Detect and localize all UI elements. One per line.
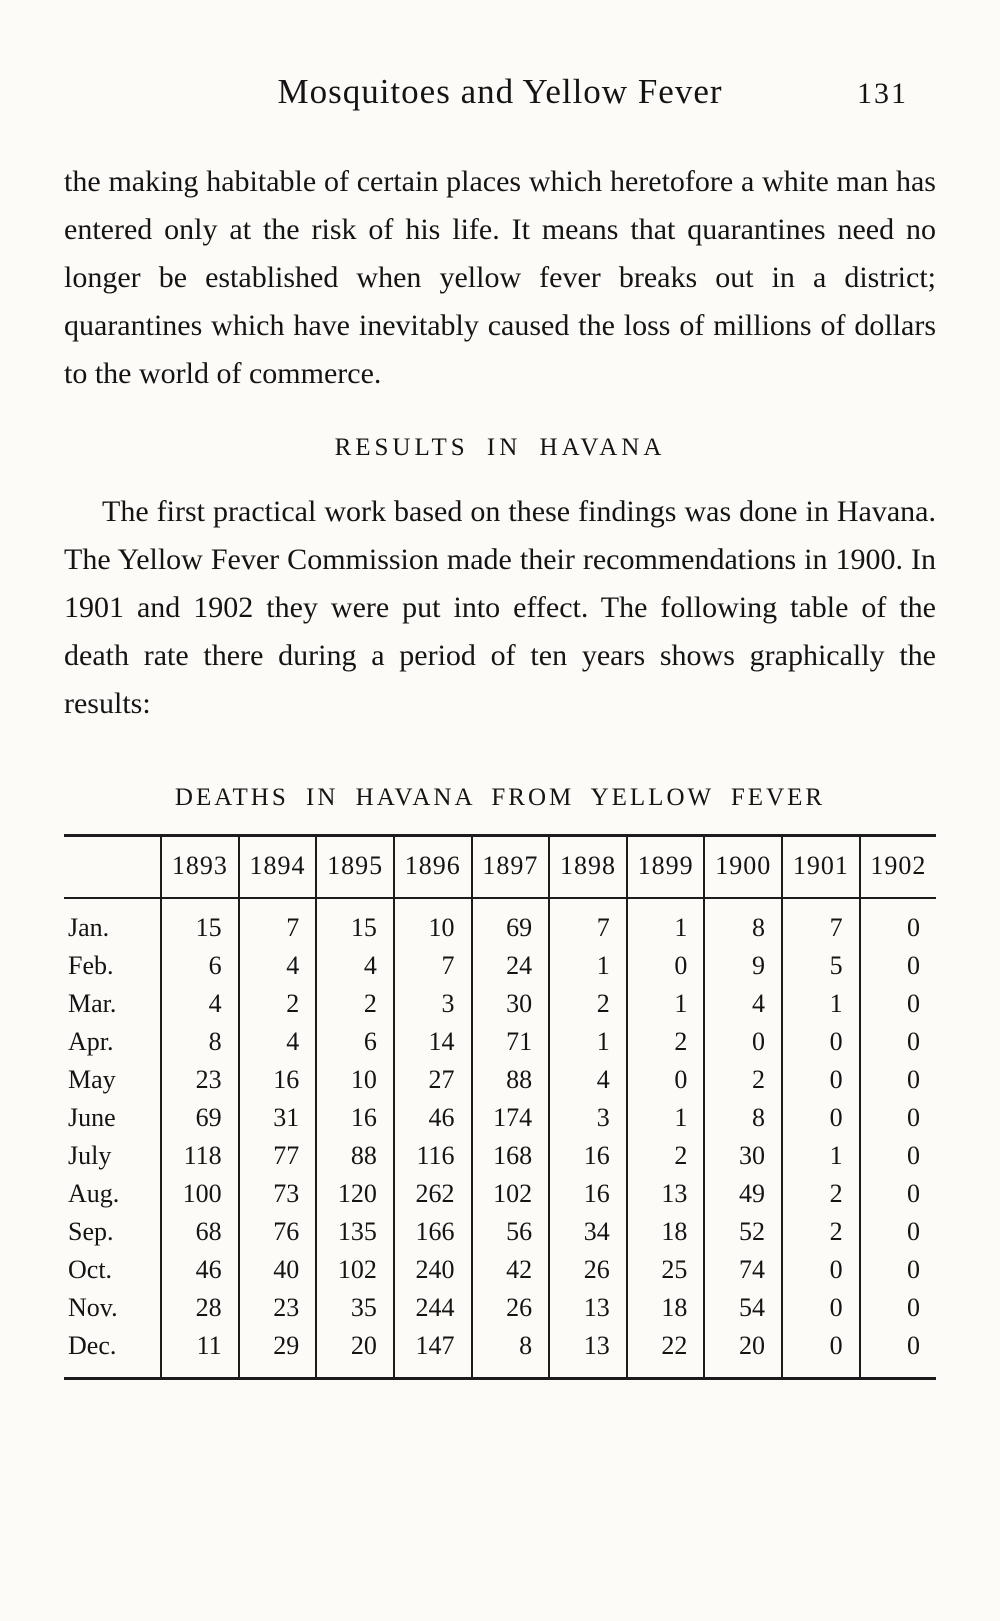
death-count-cell: 46 [161,1251,239,1289]
death-count-cell: 28 [161,1289,239,1327]
month-label: Dec. [68,1331,117,1360]
table-row [64,1289,936,1327]
death-count-cell: 69 [161,1099,239,1137]
death-count-cell: 2 [239,985,317,1023]
table-row [64,1023,936,1061]
death-count-cell: 4 [549,1061,627,1099]
death-count-cell: 102 [472,1175,550,1213]
death-count-cell: 11 [161,1327,239,1379]
table-row [64,1251,936,1289]
death-count-cell: 52 [704,1213,782,1251]
death-count-cell: 9 [704,947,782,985]
death-count-cell: 23 [239,1289,317,1327]
year-header: 1893 [161,836,239,899]
death-count-cell: 1 [627,1099,705,1137]
table-title: DEATHS IN HAVANA FROM YELLOW FEVER [174,784,826,811]
death-count-cell: 4 [704,985,782,1023]
death-count-cell: 71 [472,1023,550,1061]
death-count-cell: 8 [472,1327,550,1379]
death-count-cell: 3 [549,1099,627,1137]
running-head [64,72,936,118]
death-count-cell: 13 [627,1175,705,1213]
death-count-cell: 2 [316,985,394,1023]
death-count-cell: 147 [394,1327,472,1379]
death-count-cell: 4 [316,947,394,985]
death-count-cell: 13 [549,1289,627,1327]
death-count-cell: 1 [782,1137,860,1175]
death-count-cell: 46 [394,1099,472,1137]
death-count-cell: 0 [860,947,936,985]
year-header: 1895 [316,836,394,899]
death-count-cell: 10 [394,898,472,947]
death-count-cell: 244 [394,1289,472,1327]
death-count-cell: 20 [704,1327,782,1379]
death-count-cell: 25 [627,1251,705,1289]
death-count-cell: 74 [704,1251,782,1289]
death-count-cell: 35 [316,1289,394,1327]
death-count-cell: 16 [316,1099,394,1137]
death-count-cell: 135 [316,1213,394,1251]
death-count-cell: 56 [472,1213,550,1251]
death-count-cell: 68 [161,1213,239,1251]
death-count-cell: 1 [549,947,627,985]
death-count-cell: 0 [782,1251,860,1289]
death-count-cell: 7 [239,898,317,947]
table-row [64,1099,936,1137]
table-row [64,898,936,947]
table-row [64,1137,936,1175]
death-count-cell: 16 [239,1061,317,1099]
death-count-cell: 0 [860,1137,936,1175]
death-count-cell: 0 [860,1251,936,1289]
paragraph-havana-work: The first practical work based on these findings was done in Havana. The Yellow Fever Commission made their recommendations in 1900. In 1901 and 1902 they were put into effect. The following table of the death rate there during a period of ten years shows graphically the results: [64,495,936,720]
death-count-cell: 49 [704,1175,782,1213]
death-count-cell: 16 [549,1175,627,1213]
month-label: Nov. [68,1293,118,1322]
death-count-cell: 40 [239,1251,317,1289]
death-count-cell: 76 [239,1213,317,1251]
death-count-cell: 240 [394,1251,472,1289]
month-label: July [68,1141,112,1170]
death-count-cell: 262 [394,1175,472,1213]
page-number: 131 [857,77,908,110]
death-count-cell: 100 [161,1175,239,1213]
month-label: June [68,1103,116,1132]
death-count-cell: 88 [472,1061,550,1099]
death-count-cell: 7 [549,898,627,947]
death-count-cell: 0 [860,985,936,1023]
section-heading-results-in-havana: RESULTS IN HAVANA [334,434,666,461]
death-count-cell: 0 [782,1099,860,1137]
death-count-cell: 15 [161,898,239,947]
year-header: 1894 [239,836,317,899]
death-count-cell: 29 [239,1327,317,1379]
death-count-cell: 30 [704,1137,782,1175]
death-count-cell: 0 [860,898,936,947]
death-count-cell: 166 [394,1213,472,1251]
death-count-cell: 27 [394,1061,472,1099]
death-count-cell: 16 [549,1137,627,1175]
death-count-cell: 22 [627,1327,705,1379]
death-count-cell: 102 [316,1251,394,1289]
death-count-cell: 24 [472,947,550,985]
year-header: 1898 [549,836,627,899]
year-header: 1901 [782,836,860,899]
header-row [64,836,936,899]
death-count-cell: 20 [316,1327,394,1379]
death-count-cell: 1 [782,985,860,1023]
death-count-cell: 0 [627,947,705,985]
death-count-cell: 4 [239,947,317,985]
death-count-cell: 168 [472,1137,550,1175]
death-count-cell: 10 [316,1061,394,1099]
death-count-cell: 0 [782,1023,860,1061]
death-count-cell: 18 [627,1289,705,1327]
deaths-table-header [64,836,936,899]
table-row [64,985,936,1023]
month-label: Jan. [68,913,110,942]
death-count-cell: 69 [472,898,550,947]
year-header: 1896 [394,836,472,899]
death-count-cell: 2 [627,1023,705,1061]
death-count-cell: 34 [549,1213,627,1251]
death-count-cell: 8 [704,898,782,947]
death-count-cell: 120 [316,1175,394,1213]
month-label: Aug. [68,1179,120,1208]
death-count-cell: 174 [472,1099,550,1137]
death-count-cell: 23 [161,1061,239,1099]
month-label: Apr. [68,1027,114,1056]
corner-cell [64,836,161,899]
death-count-cell: 2 [549,985,627,1023]
year-header: 1897 [472,836,550,899]
deaths-table-body [64,898,936,1379]
death-count-cell: 31 [239,1099,317,1137]
death-count-cell: 42 [472,1251,550,1289]
death-count-cell: 5 [782,947,860,985]
month-label: Mar. [68,989,117,1018]
death-count-cell: 4 [239,1023,317,1061]
death-count-cell: 13 [549,1327,627,1379]
death-count-cell: 26 [549,1251,627,1289]
death-count-cell: 118 [161,1137,239,1175]
table-row [64,1061,936,1099]
deaths-table [64,834,936,1380]
death-count-cell: 14 [394,1023,472,1061]
death-count-cell: 0 [782,1061,860,1099]
month-label: Feb. [68,951,114,980]
death-count-cell: 0 [782,1327,860,1379]
table-row [64,947,936,985]
death-count-cell: 1 [627,985,705,1023]
death-count-cell: 88 [316,1137,394,1175]
death-count-cell: 8 [704,1099,782,1137]
death-count-cell: 2 [704,1061,782,1099]
month-label: May [68,1065,116,1094]
death-count-cell: 8 [161,1023,239,1061]
death-count-cell: 77 [239,1137,317,1175]
death-count-cell: 0 [860,1289,936,1327]
table-row [64,1327,936,1379]
death-count-cell: 2 [627,1137,705,1175]
death-count-cell: 3 [394,985,472,1023]
death-count-cell: 15 [316,898,394,947]
death-count-cell: 18 [627,1213,705,1251]
death-count-cell: 54 [704,1289,782,1327]
death-count-cell: 2 [782,1213,860,1251]
death-count-cell: 6 [161,947,239,985]
month-label: Sep. [68,1217,114,1246]
death-count-cell: 1 [549,1023,627,1061]
year-header: 1902 [860,836,936,899]
death-count-cell: 0 [860,1327,936,1379]
month-label: Oct. [68,1255,113,1284]
death-count-cell: 1 [627,898,705,947]
death-count-cell: 0 [782,1289,860,1327]
year-header: 1899 [627,836,705,899]
death-count-cell: 73 [239,1175,317,1213]
death-count-cell: 26 [472,1289,550,1327]
death-count-cell: 4 [161,985,239,1023]
death-count-cell: 6 [316,1023,394,1061]
death-count-cell: 0 [860,1023,936,1061]
death-count-cell: 0 [860,1099,936,1137]
death-count-cell: 0 [627,1061,705,1099]
death-count-cell: 30 [472,985,550,1023]
page-title: Mosquitoes and Yellow Fever [277,72,723,111]
death-count-cell: 0 [860,1213,936,1251]
death-count-cell: 0 [860,1175,936,1213]
death-count-cell: 0 [860,1061,936,1099]
paragraph-quarantines: the making habitable of certain places which heretofore a white man has entered only at the risk of his life. It means that quarantines need no longer be established when yellow fever breaks out in a district; quarantines which have inevitably caused the loss of millions of dollars to the world of commerce. [64,165,936,390]
death-count-cell: 7 [782,898,860,947]
death-count-cell: 2 [782,1175,860,1213]
table-row [64,1175,936,1213]
table-row [64,1213,936,1251]
death-count-cell: 116 [394,1137,472,1175]
death-count-cell: 7 [394,947,472,985]
year-header: 1900 [704,836,782,899]
death-count-cell: 0 [704,1023,782,1061]
